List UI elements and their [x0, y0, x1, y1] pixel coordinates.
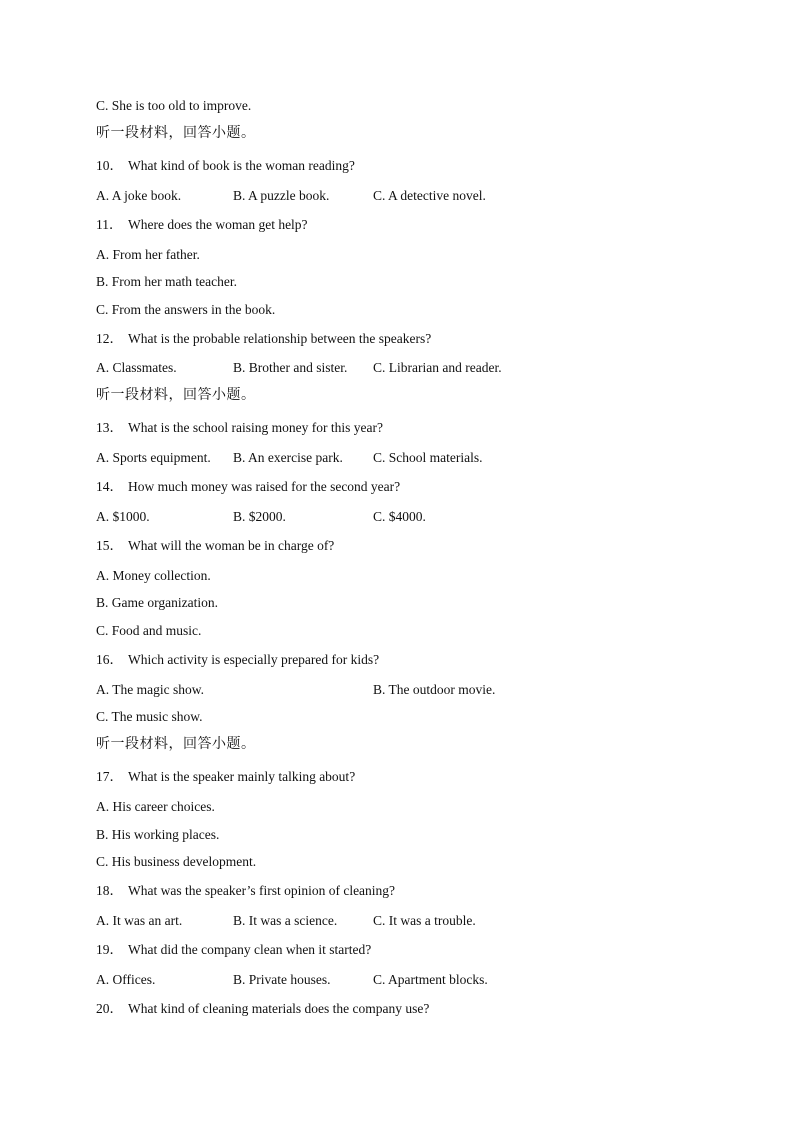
q17-option-c: C. His business development.	[96, 854, 257, 869]
question-16	[96, 651, 379, 669]
question-13	[96, 419, 383, 437]
question-text: What will the woman be in charge of?	[128, 538, 335, 553]
q15-option-a: A. Money collection.	[96, 568, 211, 583]
question-text: What is the speaker mainly talking about?	[128, 769, 356, 784]
question-number: 20．	[96, 1001, 123, 1016]
question-18	[96, 882, 395, 900]
q11-option-a: A. From her father.	[96, 247, 200, 262]
option-c: C. A detective novel.	[373, 188, 486, 203]
question-12	[96, 330, 431, 348]
question-number: 15．	[96, 538, 123, 553]
question-text: What did the company clean when it started?	[128, 942, 372, 957]
option-c: C. It was a trouble.	[373, 913, 476, 928]
q11-option-b: B. From her math teacher.	[96, 274, 237, 289]
option-a: A. $1000.	[96, 509, 150, 524]
question-19	[96, 941, 371, 959]
question-text: What is the probable relationship between the speakers?	[128, 331, 432, 346]
option-b: B. A puzzle book.	[233, 188, 330, 203]
question-text: What is the school raising money for this year?	[128, 420, 383, 435]
question-number: 13．	[96, 420, 123, 435]
question-14	[96, 478, 400, 496]
question-text: How much money was raised for the second year?	[128, 479, 401, 494]
question-number: 17．	[96, 769, 123, 784]
question-number: 18．	[96, 883, 123, 898]
section-header: 听一段材料，回答小题。	[96, 388, 256, 403]
option-c: C. Librarian and reader.	[373, 360, 502, 375]
option-b: B. An exercise park.	[233, 450, 343, 465]
option-a: A. It was an art.	[96, 913, 183, 928]
option-b: B. It was a science.	[233, 913, 338, 928]
q15-option-c: C. Food and music.	[96, 623, 202, 638]
question-text: Where does the woman get help?	[128, 217, 308, 232]
question-20	[96, 1000, 429, 1018]
question-15	[96, 537, 334, 555]
question-number: 12．	[96, 331, 123, 346]
q17-option-a: A. His career choices.	[96, 799, 215, 814]
question-text: What kind of cleaning materials does the company use?	[128, 1001, 430, 1016]
q17-option-b: B. His working places.	[96, 827, 220, 842]
q11-option-c: C. From the answers in the book.	[96, 302, 276, 317]
option-c: C. $4000.	[373, 509, 426, 524]
question-text: What kind of book is the woman reading?	[128, 158, 355, 173]
question-number: 19．	[96, 942, 123, 957]
question-number: 16．	[96, 652, 123, 667]
option-b: B. $2000.	[233, 509, 286, 524]
option-a: A. Classmates.	[96, 360, 177, 375]
section-header: 听一段材料，回答小题。	[96, 126, 256, 141]
option-c: C. Apartment blocks.	[373, 972, 488, 987]
question-11	[96, 216, 308, 234]
option-a: A. Sports equipment.	[96, 450, 211, 465]
option-a: A. A joke book.	[96, 188, 182, 203]
option-b: B. Private houses.	[233, 972, 331, 987]
option-c-carryover: C. She is too old to improve.	[96, 98, 252, 113]
option-c: C. School materials.	[373, 450, 483, 465]
section-header: 听一段材料，回答小题。	[96, 737, 256, 752]
question-text: What was the speaker’s first opinion of cleaning?	[128, 883, 396, 898]
question-10	[96, 157, 355, 175]
question-17	[96, 768, 355, 786]
question-number: 11．	[96, 217, 123, 232]
question-number: 14．	[96, 479, 123, 494]
option-b: B. The outdoor movie.	[373, 682, 496, 697]
q16-option-c: C. The music show.	[96, 709, 203, 724]
option-a: A. Offices.	[96, 972, 156, 987]
option-a: A. The magic show.	[96, 682, 204, 697]
question-number: 10．	[96, 158, 123, 173]
option-b: B. Brother and sister.	[233, 360, 348, 375]
question-text: Which activity is especially prepared for kids?	[128, 652, 380, 667]
q15-option-b: B. Game organization.	[96, 595, 218, 610]
